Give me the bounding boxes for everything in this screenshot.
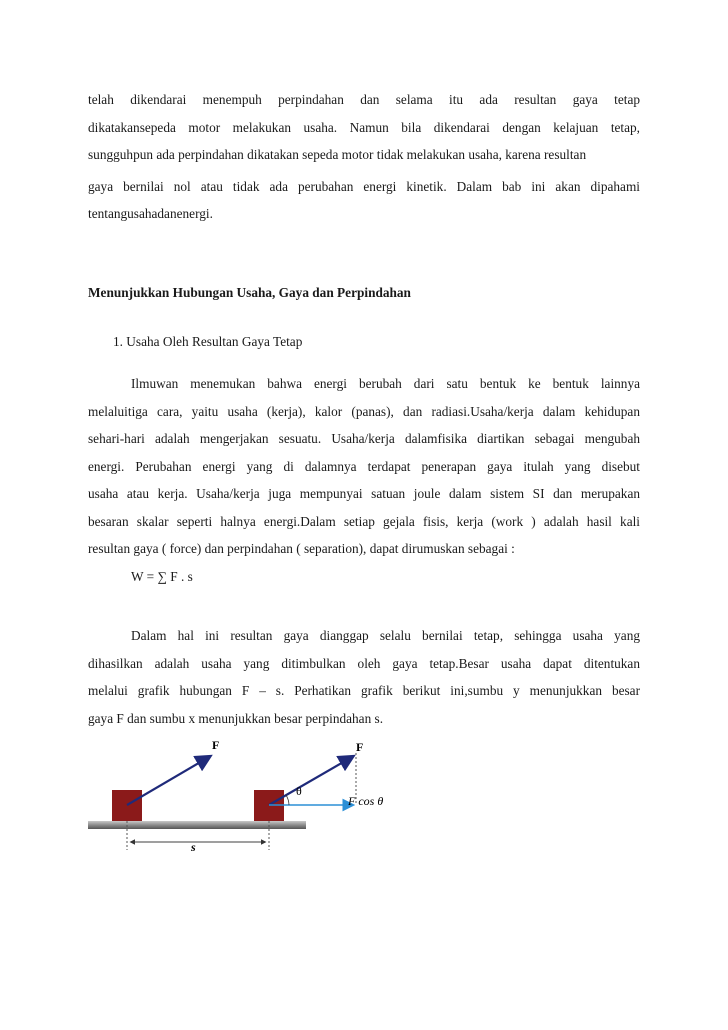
text-line: melalui grafik hubungan F – s. Perhatikan grafik berikut ini,sumbu y menunjukkan besar: [88, 683, 640, 698]
text-line: usaha atau kerja. Usaha/kerja juga mempunyai satuan joule dalam sistem SI dan merupakan: [88, 486, 640, 501]
text-line: resultan gaya ( force) dan perpindahan ( separation), dapat dirumuskan sebagai :: [88, 541, 515, 556]
text-line: Dalam hal ini resultan gaya dianggap selalu bernilai tetap, sehingga usaha yang: [131, 628, 640, 643]
text-line: sehari-hari adalah mengerjakan sesuatu. Usaha/kerja dalamfisika diartikan sebagai mengubah: [88, 431, 640, 446]
force-displacement-diagram: [84, 735, 414, 860]
paragraph-graph: [88, 622, 640, 732]
section-heading: Menunjukkan Hubungan Usaha, Gaya dan Perpindahan: [88, 285, 411, 300]
force-arrow-left: [127, 757, 209, 805]
force-label-left: F: [212, 738, 220, 752]
force-label-right: F: [356, 740, 364, 754]
intro-paragraph: [88, 86, 640, 228]
text-line: gaya bernilai nol atau tidak ada perubahan energi kinetik. Dalam bab ini akan dipahami: [88, 178, 640, 194]
fcos-label: F cos θ: [348, 794, 384, 808]
text-line: Ilmuwan menemukan bahwa energi berubah dari satu bentuk ke bentuk lainnya: [131, 376, 640, 391]
text-line: energi. Perubahan energi yang di dalamnya terdapat penerapan gaya itulah yang disebut: [88, 458, 640, 474]
text-line: dikatakansepeda motor melakukan usaha. Namun bila dikendarai dengan kelajuan tetap,: [88, 119, 640, 135]
text-line: gaya F dan sumbu x menunjukkan besar perpindahan s.: [88, 710, 384, 726]
paragraph-definition: [88, 370, 640, 563]
work-formula: W = ∑ F . s: [131, 569, 193, 584]
force-arrow-right: [269, 757, 352, 805]
ground-surface: [88, 821, 306, 829]
subsection-heading: 1. Usaha Oleh Resultan Gaya Tetap: [113, 334, 303, 349]
text-line: telah dikendarai menempuh perpindahan dan selama itu ada resultan gaya tetap: [88, 92, 640, 107]
text-line: dihasilkan adalah usaha yang ditimbulkan oleh gaya tetap.Besar usaha dapat ditentukan: [88, 655, 640, 671]
text-line: besaran skalar seperti halnya energi.Dalam setiap gejala fisis, kerja (work ) adalah hasil kali: [88, 513, 640, 529]
text-line: sungguhpun ada perpindahan dikatakan sepeda motor tidak melakukan usaha, karena resultan: [88, 147, 587, 162]
block-left: [112, 790, 142, 821]
theta-label: θ: [296, 784, 302, 798]
text-line: melaluitiga cara, yaitu usaha (kerja), kalor (panas), dan radiasi.Usaha/kerja dalam kehidupan: [88, 403, 640, 419]
text-line: tentangusahadanenergi.: [88, 206, 213, 221]
angle-arc: [286, 795, 289, 805]
displacement-label: s: [191, 840, 196, 854]
